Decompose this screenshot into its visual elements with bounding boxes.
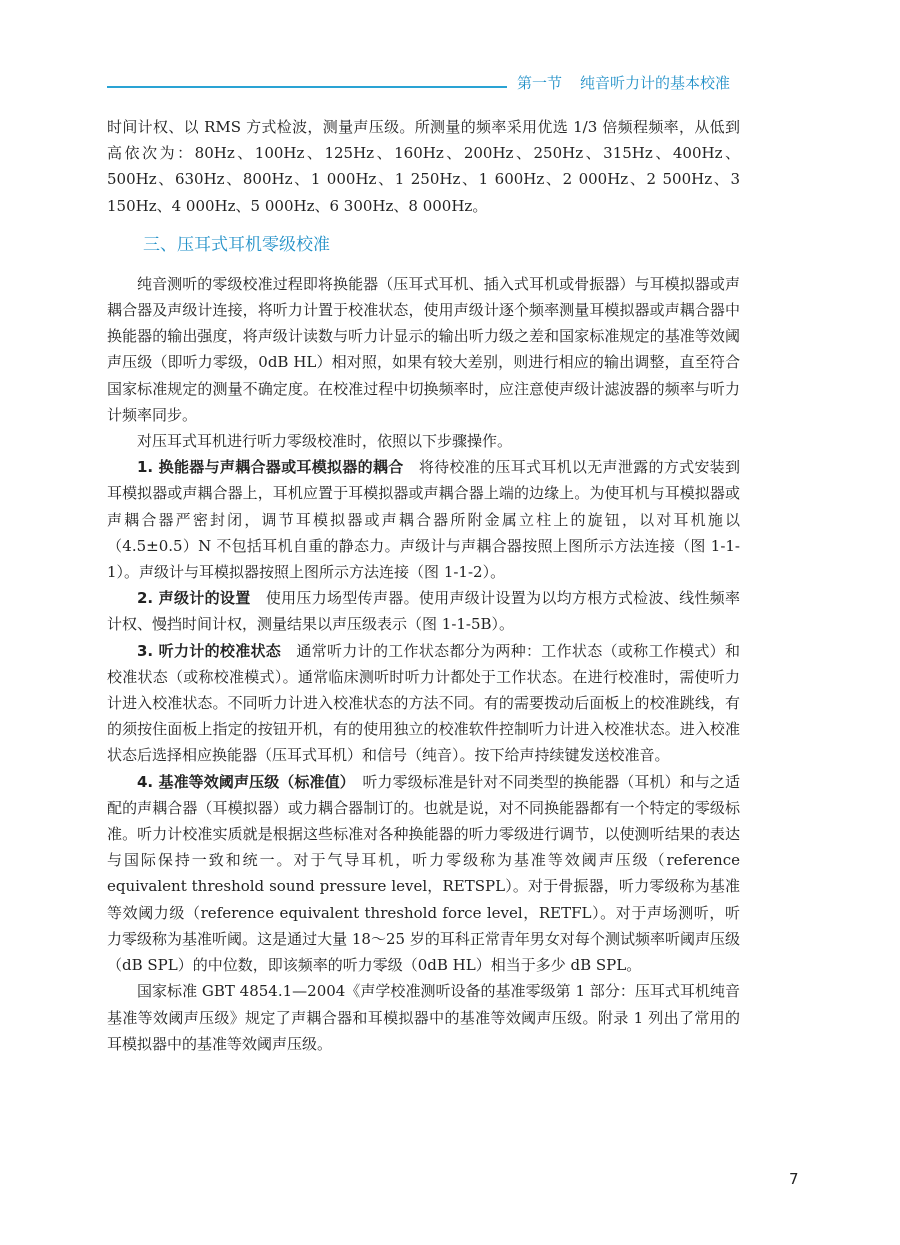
step-3-body: 通常听力计的工作状态都分为两种：工作状态（或称工作模式）和校准状态（或称校准模式）。通常临床测听时听力计都处于工作状态。在进行校准时，需使听力计进入校准状态。不同听力计进入校准状态的方法不同。有的需要拨动后面板上的校准跳线，有的须按住面板上指定的按钮开机，有的使用独立的校准软件控制听力计进入校准状态。进入校准状态后选择相应换能器（压耳式耳机）和信号（纯音）。按下给声持续键发送校准音。	[107, 641, 740, 765]
running-header	[517, 72, 730, 93]
paragraph-continued: 时间计权、以 RMS 方式检波，测量声压级。所测量的频率采用优选 1/3 倍频程频率，从低到高依次为：80Hz、100Hz、125Hz、160Hz、200Hz、250Hz、315Hz、400Hz、500Hz、630Hz、800Hz、1 000Hz、1 250Hz、1 600Hz、2 000Hz、2 500Hz、3 150Hz、4 000Hz、5 000Hz、6 300Hz、8 000Hz。	[107, 118, 740, 215]
paragraph-standard: 国家标准 GBT 4854.1—2004《声学校准测听设备的基准零级第 1 部分：压耳式耳机纯音基准等效阈声压级》规定了声耦合器和耳模拟器中的基准等效阈声压级。附录 1 列出了常用的耳模拟器中的基准等效阈声压级。	[107, 982, 740, 1053]
step-1-title: 1. 换能器与声耦合器或耳模拟器的耦合	[137, 458, 404, 477]
paragraph-intro: 纯音测听的零级校准过程即将换能器（压耳式耳机、插入式耳机或骨振器）与耳模拟器或声耦合器及声级计连接，将听力计置于校准状态，使用声级计逐个频率测量耳模拟器或声耦合器中换能器的输出强度，将声级计读数与听力计显示的输出听力级之差和国家标准规定的基准等效阈声压级（即听力零级，0dB HL）相对照，如果有较大差别，则进行相应的输出调整，直至符合国家标准规定的测量不确定度。在校准过程中切换频率时，应注意使声级计滤波器的频率与听力计频率同步。	[107, 274, 740, 424]
step-1-body: 将待校准的压耳式耳机以无声泄露的方式安装到耳模拟器或声耦合器上，耳机应置于耳模拟器或声耦合器上端的边缘上。为使耳机与耳模拟器或声耦合器严密封闭，调节耳模拟器或声耦合器所附金属立柱上的旋钮，以对耳机施以（4.5±0.5）N 不包括耳机自重的静态力。声级计与声耦合器按照上图所示方法连接（图 1-1-1）。声级计与耳模拟器按照上图所示方法连接（图 1-1-2）。	[107, 458, 740, 582]
step-2	[107, 585, 740, 637]
step-4	[107, 769, 740, 979]
header-rule	[107, 86, 507, 88]
page-number: 7	[789, 1170, 799, 1188]
step-2-title: 2. 声级计的设置	[137, 589, 251, 608]
section-heading: 三、压耳式耳机零级校准	[143, 234, 330, 255]
page-body	[107, 114, 740, 1057]
step-1	[107, 454, 740, 585]
step-2-body: 使用压力场型传声器。使用声级计设置为以均方根方式检波、线性频率计权、慢挡时间计权，测量结果以声压级表示（图 1-1-5B）。	[107, 589, 740, 634]
step-3-title: 3. 听力计的校准状态	[137, 641, 282, 660]
header-title: 纯音听力计的基本校准	[580, 74, 731, 92]
header-section: 第一节	[517, 74, 563, 92]
step-4-body: 听力零级标准是针对不同类型的换能器（耳机）和与之适配的声耦合器（耳模拟器）或力耦合器制订的。也就是说，对不同换能器都有一个特定的零级标准。听力计校准实质就是根据这些标准对各种换能器的听力零级进行调节，以使测听结果的表达与国际保持一致和统一。对于气导耳机，听力零级称为基准等效阈声压级（reference equivalent threshold sound pressure level，RETSPL）。对于骨振器，听力零级称为基准等效阈力级（reference equivalent threshold force level，RETFL）。对于声场测听，听力零级称为基准听阈。这是通过大量 18～25 岁的耳科正常青年男女对每个测试频率听阈声压级（dB SPL）的中位数，即该频率的听力零级（0dB HL）相当于多少 dB SPL。	[107, 772, 740, 975]
step-4-title: 4. 基准等效阈声压级（标准值）	[137, 772, 348, 791]
step-3	[107, 638, 740, 769]
paragraph-steps-lead: 对压耳式耳机进行听力零级校准时，依照以下步骤操作。	[137, 432, 513, 451]
